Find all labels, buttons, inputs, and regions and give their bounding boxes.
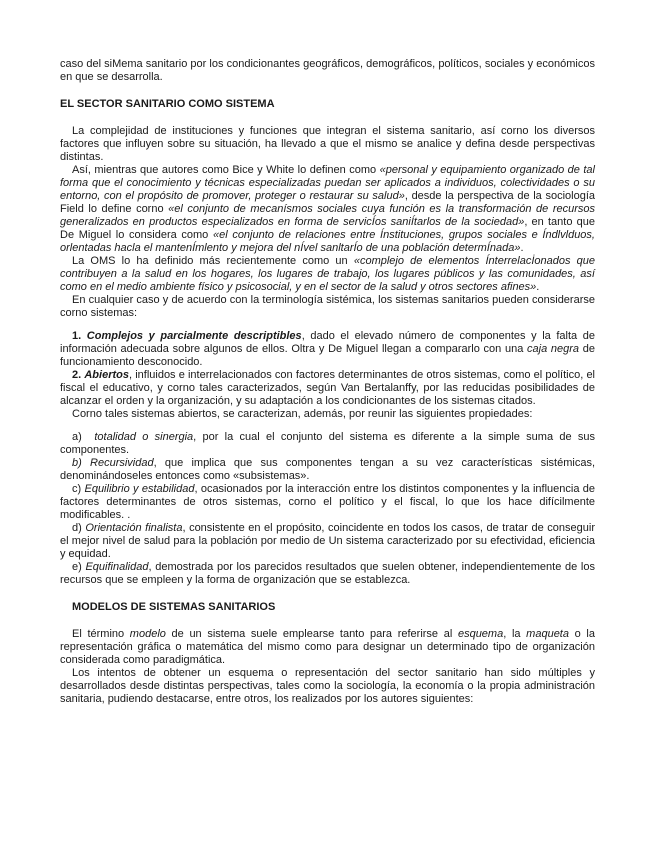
property-letter: a)	[72, 431, 82, 443]
term-modelo: modelo	[129, 628, 166, 640]
property-letter: b)	[72, 457, 82, 469]
text-run: , dado el elevado número de componentes y la falta de información adecuada sobre algunos de ellos. Oltra y De Miguel llegan a compararlo con una	[60, 330, 595, 355]
paragraph-modelo	[60, 628, 595, 667]
text-run: .	[536, 281, 540, 293]
text-run: o la representación gráfica o matemática del mismo como para designar un determinado tipo de organización considerada como paradigmática.	[60, 628, 595, 666]
paragraph-propiedades: Corno tales sistemas abiertos, se caracterizan, además, por reunir las siguientes propiedades:	[72, 408, 533, 420]
property-text: , que implica que sus componentes tengan a su vez características sistémicas, denominándoseles entonces como «subsistemas».	[60, 457, 596, 482]
section-heading-sector-sanitario: EL SECTOR SANITARIO COMO SISTEMA	[60, 98, 275, 110]
paragraph-complejidad: La complejidad de instituciones y funciones que integran el sistema sanitario, así corno los diversos factores que influyen sobre su situación, ha llevado a que el mismo se analice y defina desde perspectivas distintas.	[60, 125, 595, 163]
quote-de-miguel: «el conjunto de relaciones entre Ínstituciones, grupos sociales e Índlvlduos, orlentadas hacla el mantenÍmlento y mejora del nÍvel sanltarÍo de una población determÍnada»	[60, 229, 595, 254]
property-term: totalidad o sinergia	[94, 431, 194, 443]
item-term: Complejos y parcialmente descriptibles	[86, 330, 302, 342]
property-letter: d)	[72, 522, 82, 534]
text-run: , la	[503, 628, 527, 640]
text-run: de un sistema suele emplearse tanto para referirse al	[165, 628, 458, 640]
item-term-caja-negra: caja negra	[527, 343, 580, 355]
property-term: Recursividad	[90, 457, 154, 469]
list-item-abiertos	[60, 369, 595, 408]
paragraph-definiciones	[60, 164, 595, 255]
quote-field: «el conjunto de mecanísmos sociales cuya función es la transformación de recursos generalizados en productos especializados en forma de servicÍos saniÍtarlos de la sociedad»	[60, 203, 596, 228]
paragraph-terminologia: En cualquier caso y de acuerdo con la terminología sistémica, los sistemas sanitarios pueden considerarse corno sistemas:	[60, 294, 595, 319]
intro-paragraph: caso del siMema sanitario por los condicionantes geográficos, demográficos, políticos, sociales y económicos en que se desarrolla.	[60, 58, 595, 83]
text-run: de funcionamiento desconocido.	[60, 343, 595, 368]
quote-bice-white: «personal y equipamiento organizado de tal forma que el conocimiento y técnicas especializadas puedan ser aplicados a individuos, colectividades o su entorno, con el propósito de promover, proteger o restaurar su salud»	[60, 164, 595, 202]
paragraph-oms	[60, 255, 595, 294]
property-term: Orientación finalista	[85, 522, 183, 534]
item-term: Abiertos	[84, 369, 129, 381]
paragraph-intentos: Los intentos de obtener un esquema o representación del sector sanitario han sido múltiples y desarrollados desde distintas perspectivas, tales como la sociología, la economía o la propia administración sanitaria, pudiendo destacarse, entre otros, los realizados por los autores siguientes:	[60, 667, 595, 705]
property-letter: c)	[72, 483, 82, 495]
list-item-complejos	[60, 330, 595, 369]
text-run: , desde la perspectiva de la sociología Field lo define corno	[60, 190, 595, 215]
property-term: Equilibrio y estabilidad	[84, 483, 195, 495]
property-term: Equifinalidad	[85, 561, 149, 573]
text-run: El término	[72, 628, 130, 640]
section-heading-modelos: MODELOS DE SISTEMAS SANITARIOS	[72, 601, 276, 613]
text-run: La OMS lo ha definido más recientemente como un	[72, 255, 354, 267]
text-run: Así, mientras que autores como Bice y White lo definen como	[72, 164, 380, 176]
text-run: , influidos e interrelacionados con factores determinantes de otros sistemas, como el político, el fiscal el educativo, y corno tales caracterizados, según Van Bertalanffy, por las reducidas posibilidades de alcanzar el orden y la organización, y su adaptación a los condicionantes de los sistemas citados.	[60, 369, 595, 407]
text-run: .	[520, 242, 524, 254]
item-number: 2.	[72, 369, 82, 381]
property-text: , demostrada por los parecidos resultados que suelen obtener, independientemente de los recursos que se empleen y la forma de organización que se establezca.	[60, 561, 595, 586]
properties-list	[60, 431, 595, 587]
property-item	[60, 457, 595, 483]
property-item	[60, 483, 595, 522]
quote-oms: «complejo de elementos Ínterrelacİonados que contribuyen a la salud en los hogares, los lugares de trabajo, los lugares públicos y las comunidades, así como en el medio ambiente físico y psicosocial, y en el sector de la salud y otros sectores afines»	[60, 255, 596, 293]
property-item	[60, 522, 595, 561]
property-item	[60, 431, 595, 457]
document-page	[60, 58, 595, 706]
term-maqueta: maqueta	[526, 628, 569, 640]
property-item	[60, 561, 595, 587]
property-letter: e)	[72, 561, 82, 573]
property-text: , consistente en el propósito, coincidente en todos los casos, de tratar de conseguir el mejor nivel de salud para la población por medio de Un sistema caracterizado por su efectividad, eficiencia y equidad.	[60, 522, 595, 560]
text-run: , en tanto que De Miguel lo considera como	[60, 216, 595, 241]
property-text: , ocasionados por la interacción entre los distintos componentes y la influencia de factores determinantes de otros sistemas, corno el político y el fiscal, lo que los hace difícilmente modificables. .	[60, 483, 595, 521]
property-text: , por la cual el conjunto del sistema es diferente a la simple suma de sus componentes.	[60, 431, 595, 456]
item-number: 1.	[72, 330, 82, 342]
term-esquema: esquema	[457, 628, 504, 640]
